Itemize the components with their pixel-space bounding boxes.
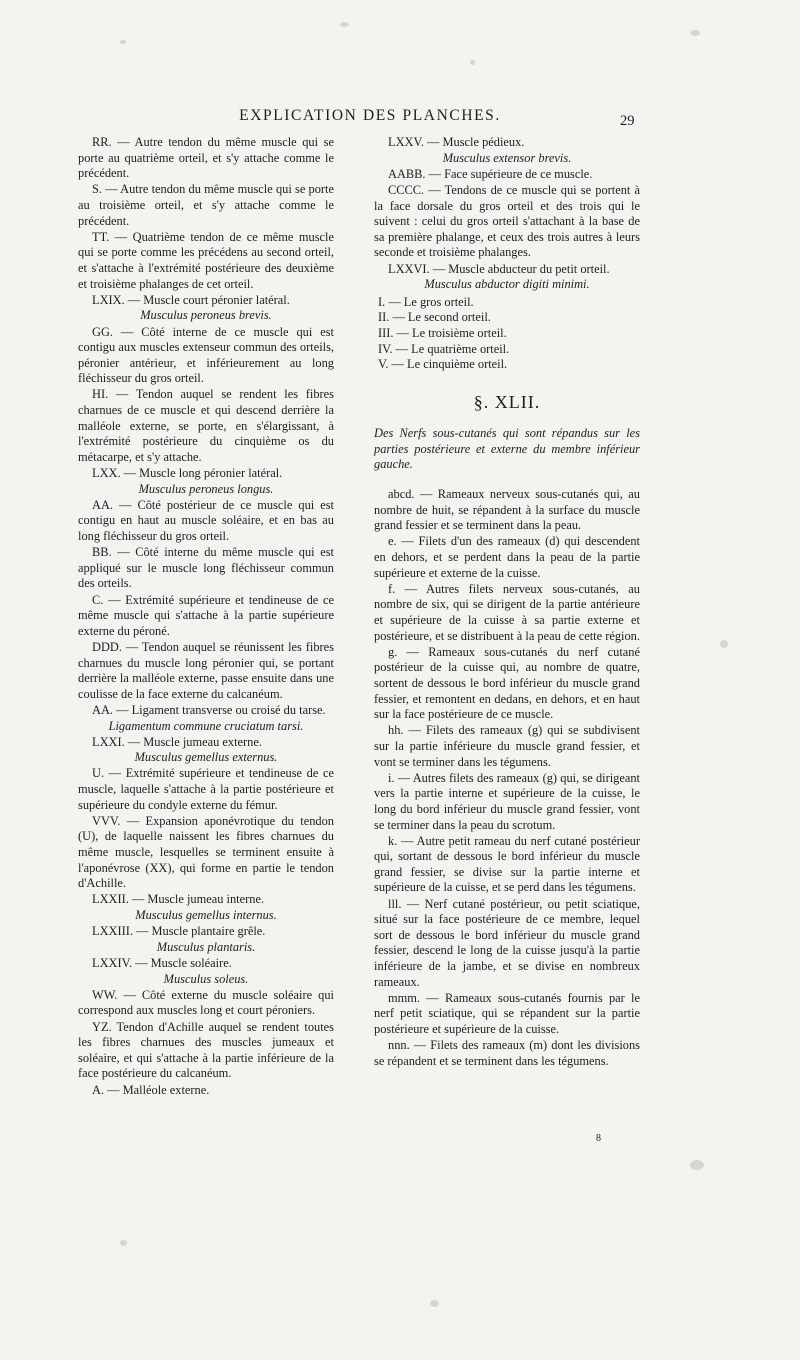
toe-list-item: III. — Le troisième orteil. [378,325,507,340]
page-number: 29 [620,113,635,129]
entry-paragraph [78,135,334,182]
entry-paragraph [78,924,334,955]
entry-paragraph [78,182,334,229]
entry-paragraph [78,325,334,387]
entry-paragraph [78,814,334,892]
entry-text: C. — Extrémité supérieure et tendineuse de ce même muscle qui s'attache à la partie supérieure externe du péroné. [78,592,334,638]
toe-list-item: V. — Le cinquième orteil. [378,357,508,372]
entry-text: mmm. — Rameaux sous-cutanés fournis par le nerf petit sciatique, qui se répandent sur la partie postérieure et supérieure de la cuisse. [374,990,640,1036]
entry-paragraph [374,582,640,644]
latin-name: Musculus abductor digiti minimi. [424,277,590,292]
latin-name: Musculus soleus. [163,971,249,986]
entry-text: k. — Autre petit rameau du nerf cutané postérieur qui, sortant de dessous le bord inférieur du muscle grand fessier, se divise sur la partie interne et supérieure de la cuisse, et se perd dans les tégumens. [374,833,640,895]
entry-text: LXXIV. — Muscle soléaire. [92,955,232,970]
entry-text: DDD. — Tendon auquel se réunissent les fibres charnues du muscle long péronier qui, se portant derrière la malléole externe, passe ensuite dans une coulisse de la face externe du calcanéum. [78,639,334,701]
signature-mark: 8 [596,1133,601,1144]
toe-list-item: I. — Le gros orteil. [378,294,474,309]
entry-text: f. — Autres filets nerveux sous-cutanés, au nombre de six, qui se dirigent de la partie antérieure et supérieure de la cuisse à sa partie externe et postérieure, et se distribuent à la peau de cette région. [374,581,640,643]
entry-text: YZ. Tendon d'Achille auquel se rendent toutes les fibres charnues des muscles jumeaux et soléaire, et qui s'attache à la partie inférieure de la face postérieure du calcanéum. [78,1019,334,1081]
entry-paragraph [78,1020,334,1082]
entry-paragraph [374,167,640,183]
entry-paragraph [78,988,334,1019]
entry-text: RR. — Autre tendon du même muscle qui se porte au quatrième orteil, et s'y attache comme le précédent. [78,135,334,181]
entry-text: CCCC. — Tendons de ce muscle qui se portent à la face dorsale du gros orteil et des trois qui le suivent : celui du gros orteil s'attachant à la base de sa première phalange, et ceux des trois autres à leurs seconde et troisième phalanges. [374,182,640,260]
entry-paragraph [374,897,640,991]
entry-text: AABB. — Face supérieure de ce muscle. [388,166,593,181]
entry-text: BB. — Côté interne du même muscle qui est appliqué sur le muscle long fléchisseur commun des orteils. [78,545,334,591]
entry-text: LXXV. — Muscle pédieux. [388,135,525,149]
entry-text: hh. — Filets des rameaux (g) qui se subdivisent sur la partie inférieure du muscle grand fessier, et vont se terminer dans les tégumens. [374,723,640,769]
entry-text: U. — Extrémité supérieure et tendineuse de ce muscle, laquelle s'attache à la partie postérieure et supérieure du condyle externe du fémur. [78,766,334,812]
entry-paragraph [374,487,640,534]
entry-text: A. — Malléole externe. [92,1082,210,1097]
right-column [374,135,640,1070]
entry-paragraph [78,766,334,813]
toe-list-item: IV. — Le quatrième orteil. [378,341,510,356]
entry-text: abcd. — Rameaux nerveux sous-cutanés qui, au nombre de huit, se répandent à la surface du muscle grand fessier et se terminent dans la peau. [374,487,640,533]
entry-paragraph [78,735,334,766]
entry-paragraph [78,230,334,292]
latin-name: Musculus plantaris. [156,939,256,954]
toe-numeral-list [374,295,640,373]
latin-name: Musculus gemellus internus. [135,908,277,922]
entry-text: AA. — Ligament transverse ou croisé du tarse. [92,702,326,717]
entry-paragraph [78,293,334,324]
latin-name: Musculus peroneus brevis. [140,308,272,323]
entry-text: LXXVI. — Muscle abducteur du petit orteil. [388,261,610,276]
entry-paragraph [78,545,334,592]
entry-paragraph [374,262,640,293]
entry-text: nnn. — Filets des rameaux (m) dont les divisions se répandent et se terminent dans les tégumens. [374,1038,640,1068]
entry-text: lll. — Nerf cutané postérieur, ou petit sciatique, situé sur la face postérieure de ce membre, lequel sort de dessous le bord inférieur du muscle grand fessier, descend le long de la cuisse jusqu'à la partie inférieure de la jambe, et se divise en nombreux rameaux. [374,896,640,989]
entry-paragraph [78,956,334,987]
latin-name: Musculus gemellus externus. [134,750,278,765]
entry-text: S. — Autre tendon du même muscle qui se porte au troisième orteil, et s'y attache comme le précédent. [78,182,334,228]
entry-text: LXX. — Muscle long péronier latéral. [92,466,283,481]
latin-name: Ligamentum commune cruciatum tarsi. [108,718,304,733]
entry-text: LXIX. — Muscle court péronier latéral. [92,292,290,307]
entry-paragraph [78,640,334,702]
entry-paragraph [374,771,640,833]
entry-text: TT. — Quatrième tendon de ce même muscle qui se porte comme les précédens au second orteil, et s'attache à l'extrémité postérieure des deuxième et troisième phalanges de cet orteil. [78,229,334,291]
entry-text: LXXIII. — Muscle plantaire grêle. [92,924,266,939]
section-title: §. XLII. [473,391,541,412]
entry-paragraph [374,723,640,770]
entry-paragraph [374,1038,640,1069]
running-header: EXPLICATION DES PLANCHES. [239,107,501,124]
entry-paragraph [78,892,334,923]
entry-paragraph [78,498,334,545]
entry-text: g. — Rameaux sous-cutanés du nerf cutané postérieur de la cuisse qui, au nombre de quatre, sortent de dessous le bord inférieur du muscle grand fessier, et remontent en dedans, en dehors, et en haut sur la face postérieure de ce muscle. [374,644,640,722]
latin-name: Musculus extensor brevis. [442,150,572,165]
right-column-top [374,135,640,293]
entry-paragraph [78,466,334,497]
entry-paragraph [374,645,640,723]
entry-paragraph [78,387,334,465]
entry-text: WW. — Côté externe du muscle soléaire qui correspond aux muscles long et court péroniers. [78,987,334,1018]
toe-list-item: II. — Le second orteil. [378,310,491,325]
entry-paragraph [78,593,334,640]
entry-paragraph [374,183,640,261]
entry-paragraph [78,1083,334,1099]
entry-text: AA. — Côté postérieur de ce muscle qui est contigu en haut au muscle soléaire, et en bas au long fléchisseur du gros orteil. [78,497,334,543]
entry-text: GG. — Côté interne de ce muscle qui est contigu aux muscles extenseur commun des orteils, péronier antérieur, et inférieurement au long fléchisseur du gros orteil. [78,324,334,386]
entry-paragraph [374,834,640,896]
entry-paragraph [374,534,640,581]
entry-text: e. — Filets d'un des rameaux (d) qui descendent en dehors, et se perdent dans la peau de la partie supérieure et externe de la cuisse. [374,534,640,580]
entry-text: VVV. — Expansion aponévrotique du tendon (U), de laquelle naissent les fibres charnues du même muscle, lesquelles se terminent ensuite à l'aponévrose (XX), qui forme en partie le tendon d'Achille. [78,813,334,891]
entry-text: HI. — Tendon auquel se rendent les fibres charnues de ce muscle et qui descend derrière la malléole externe, se porte, en s'élargissant, à l'extrémité postérieure du cinquième os du métacarpe, et s'y attache. [78,387,334,464]
entry-text: LXXII. — Muscle jumeau interne. [92,892,265,907]
entry-text: LXXI. — Muscle jumeau externe. [92,734,262,749]
entry-text: i. — Autres filets des rameaux (g) qui, se dirigeant vers la partie interne et supérieure de la cuisse, le long du bord inférieur du muscle grand fessier, vont se terminer dans la peau du scrotum. [374,770,640,832]
entry-paragraph [78,703,334,734]
right-column-bottom [374,487,640,1069]
section-subtitle: Des Nerfs sous-cutanés qui sont répandus sur les parties postérieure et externe du membre inférieur gauche. [374,426,640,472]
entry-paragraph [374,991,640,1038]
left-column [78,135,334,1099]
latin-name: Musculus peroneus longus. [138,481,274,496]
entry-paragraph [374,135,640,166]
